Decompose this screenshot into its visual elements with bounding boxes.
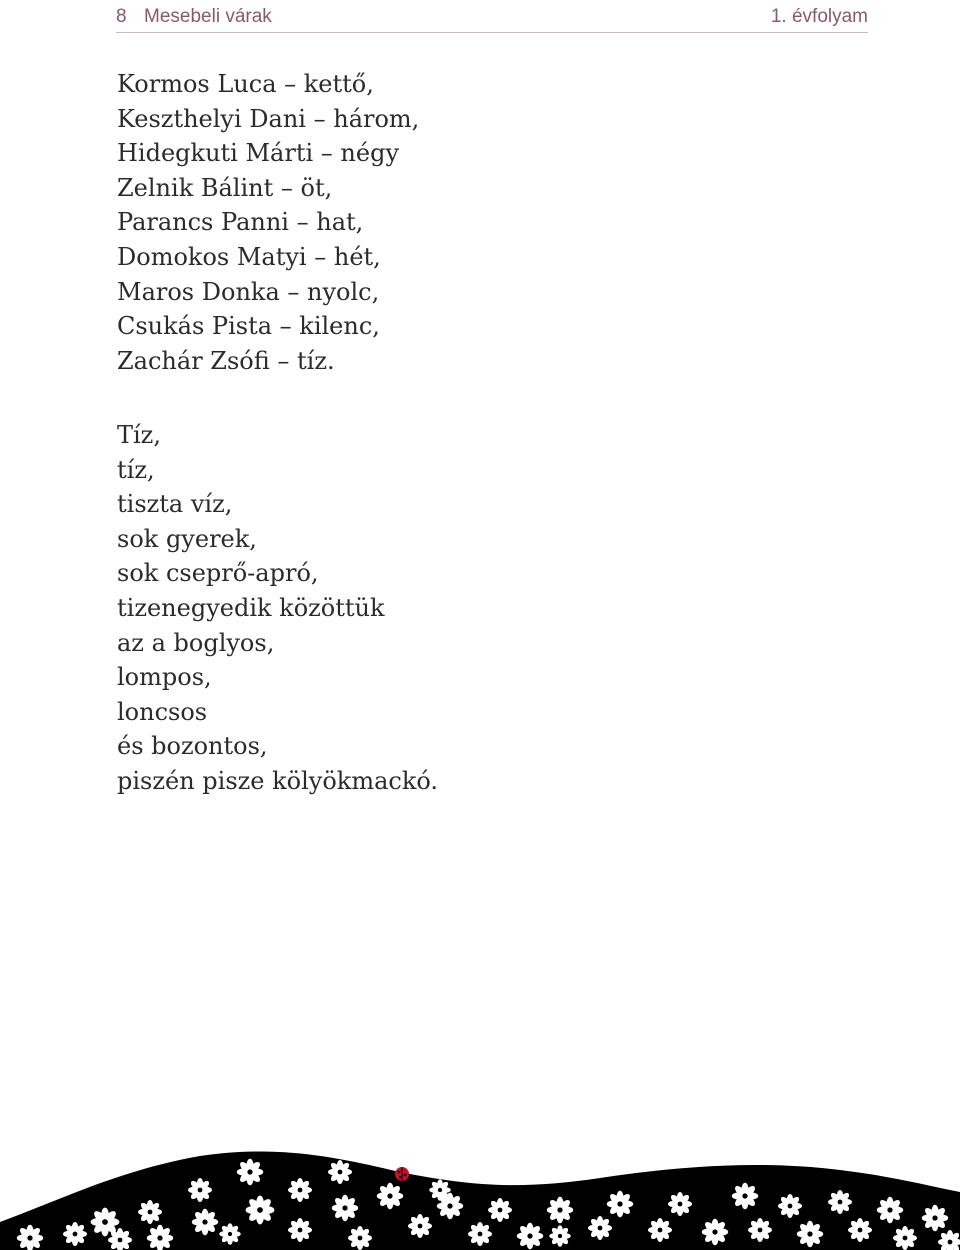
flower-icon bbox=[192, 1209, 218, 1235]
poem-stanza-1 bbox=[117, 67, 419, 378]
flower-icon bbox=[828, 1190, 852, 1214]
flower-icon bbox=[488, 1198, 512, 1222]
poem-line: Keszthelyi Dani – három, bbox=[117, 104, 420, 133]
grade-label: 1. évfolyam bbox=[770, 6, 868, 27]
poem-line: Domokos Matyi – hét, bbox=[117, 242, 381, 271]
poem-line: sok gyerek, bbox=[117, 524, 257, 553]
poem-stanza-2 bbox=[117, 418, 438, 799]
flower-hill-decoration bbox=[0, 1130, 960, 1250]
flower-icon bbox=[237, 1159, 263, 1185]
poem-line: sok cseprő-apró, bbox=[117, 559, 319, 588]
flower-icon bbox=[17, 1225, 43, 1250]
flower-icon bbox=[246, 1196, 275, 1225]
flower-icon bbox=[778, 1194, 802, 1218]
flower-icon bbox=[288, 1178, 312, 1202]
flower-icon bbox=[607, 1191, 633, 1217]
flower-icon bbox=[328, 1160, 352, 1184]
poem-line: piszén pisze kölyökmackó. bbox=[117, 766, 439, 795]
poem-line: Zelnik Bálint – öt, bbox=[117, 173, 333, 202]
poem-line: Kormos Luca – kettő, bbox=[117, 70, 374, 98]
flower-icon bbox=[147, 1225, 173, 1250]
flower-icon bbox=[408, 1214, 432, 1238]
flower-icon bbox=[702, 1219, 728, 1245]
flower-icon bbox=[188, 1178, 212, 1202]
poem-line: loncsos bbox=[117, 697, 208, 726]
flower-icon bbox=[468, 1222, 492, 1246]
flower-icon bbox=[332, 1195, 358, 1221]
poem-line: tíz, bbox=[117, 455, 155, 484]
chapter-title: Mesebeli várak bbox=[144, 6, 272, 27]
poem-line: Parancs Panni – hat, bbox=[117, 208, 364, 237]
flower-icon bbox=[877, 1197, 903, 1223]
flower-icon bbox=[219, 1223, 241, 1245]
flower-icon bbox=[922, 1205, 948, 1231]
flower-icon bbox=[648, 1218, 672, 1242]
poem-line: és bozontos, bbox=[117, 732, 268, 761]
flower-icon bbox=[668, 1192, 692, 1216]
poem-line: lompos, bbox=[117, 663, 212, 692]
poem-line: az a boglyos, bbox=[117, 628, 275, 657]
page-number: 8 bbox=[116, 6, 127, 27]
poem-line: Zachár Zsófi – tíz. bbox=[117, 346, 335, 375]
poem-line: Csukás Pista – kilenc, bbox=[117, 312, 380, 341]
flower-icon bbox=[893, 1226, 917, 1250]
poem-line: tiszta víz, bbox=[117, 490, 233, 519]
flower-icon bbox=[547, 1197, 573, 1223]
poem-line: Hidegkuti Márti – négy bbox=[117, 139, 399, 168]
flower-icon bbox=[549, 1225, 571, 1247]
poem-line: Tíz, bbox=[117, 421, 161, 449]
flower-icon bbox=[848, 1218, 872, 1242]
flower-icon bbox=[63, 1222, 87, 1246]
flower-icon bbox=[348, 1226, 372, 1250]
flower-icon bbox=[797, 1221, 823, 1247]
ladybug-icon bbox=[395, 1167, 409, 1181]
flower-icon bbox=[429, 1179, 451, 1201]
flower-icon bbox=[517, 1223, 543, 1249]
flower-icon bbox=[377, 1183, 403, 1209]
flower-icon bbox=[588, 1216, 612, 1240]
poem-line: Maros Donka – nyolc, bbox=[117, 277, 380, 306]
flower-icon bbox=[748, 1218, 772, 1242]
flower-icon bbox=[288, 1218, 312, 1242]
flower-icon bbox=[732, 1183, 758, 1209]
flower-icon bbox=[138, 1200, 162, 1224]
poem-line: tizenegyedik közöttük bbox=[117, 593, 385, 622]
page-header bbox=[116, 0, 868, 33]
